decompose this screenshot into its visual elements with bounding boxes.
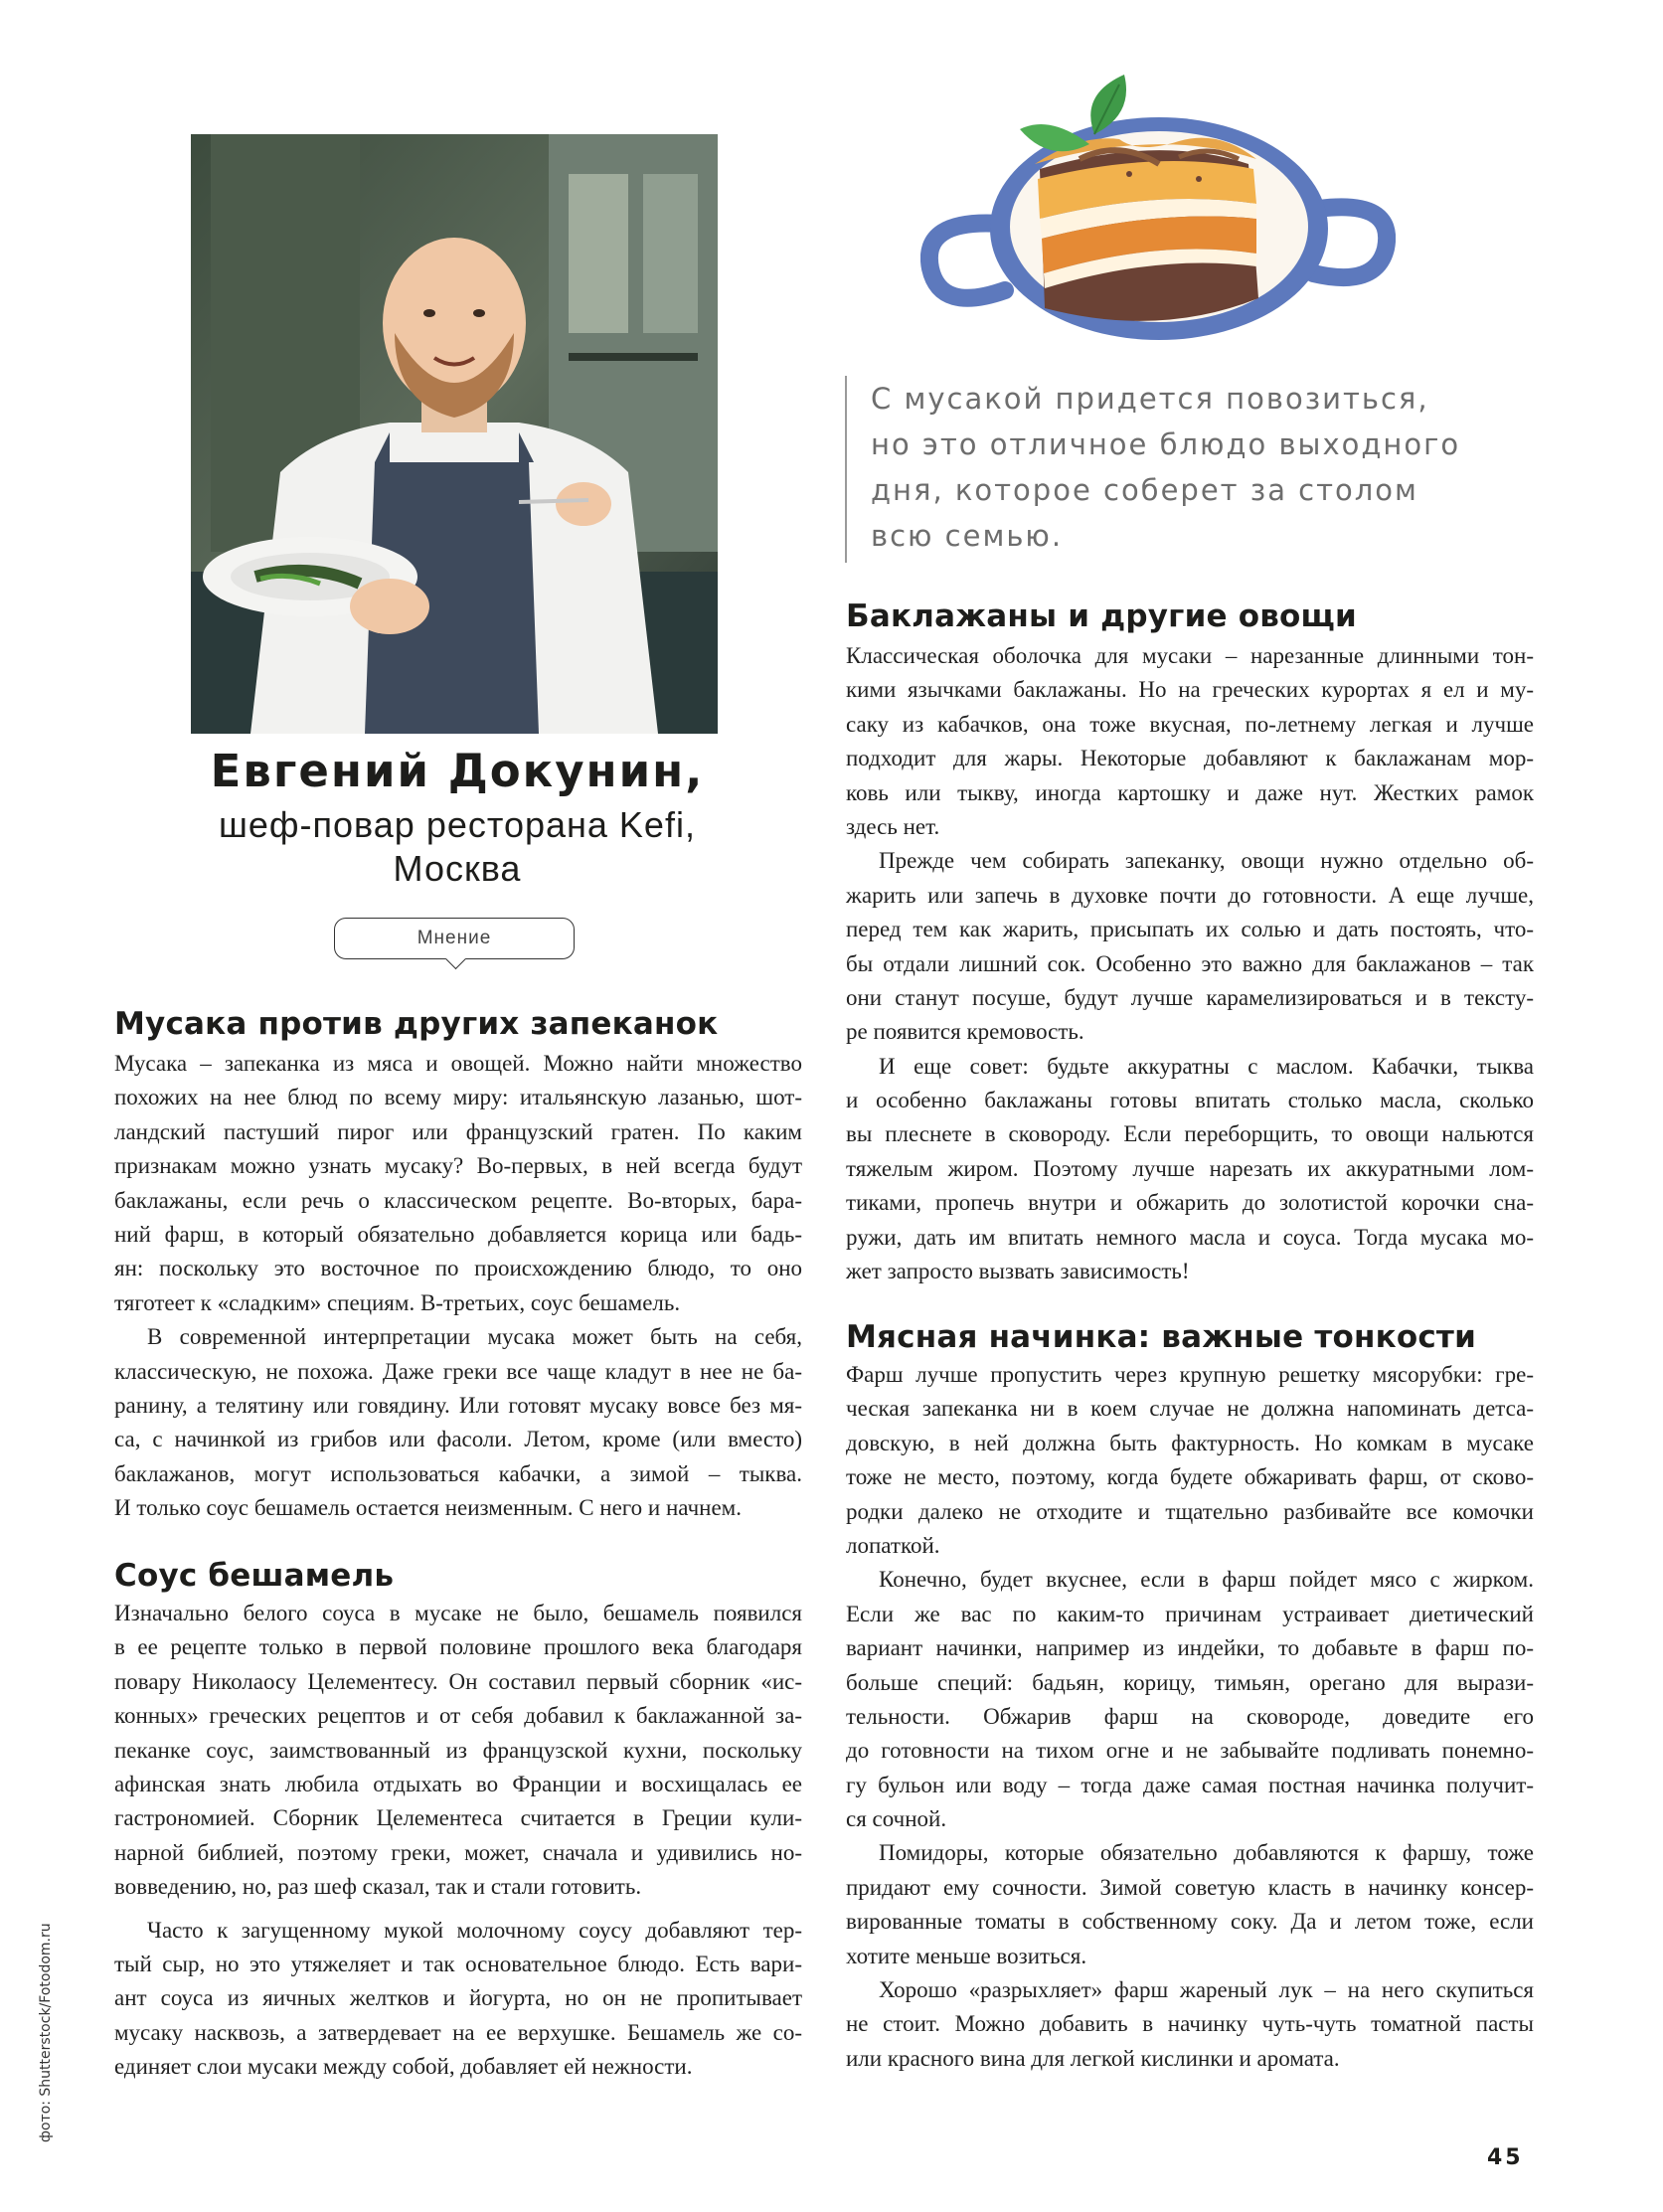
article-text-eggplants (846, 639, 1534, 1288)
text-line: мусаку насквозь, а затвердевает на ее верхушке. Бешамель же со- (114, 2019, 802, 2045)
text-line: перед тем как жарить, присыпать их солью и дать постоять, что- (846, 917, 1534, 942)
text-line: Часто к загущенному мукой молочному соусу добавляют тер- (147, 1917, 802, 1943)
quote-line: всю семью. (871, 519, 1064, 553)
text-line: И только соус бешамель остается неизменным. С него и начнем. (114, 1495, 742, 1521)
text-line: Изначально белого соуса в мусаке не было, бешамель появился (114, 1601, 802, 1625)
text-line: Прежде чем собирать запеканку, овощи нужно отдельно об- (879, 848, 1534, 874)
pull-quote (871, 376, 1467, 559)
text-line: и особенно баклажаны готовы впитать столько масла, сколько (846, 1088, 1534, 1113)
text-line: довскую, в ней должна быть фактурность. Но комкам в мусаке (846, 1430, 1534, 1455)
text-line: вариант начинки, например из индейки, то добавьте в фарш по- (846, 1635, 1534, 1661)
text-line: тяготеет к «сладким» специям. В-третьих, соус бешамель. (114, 1289, 681, 1315)
text-line: баклажанов, могут использоваться кабачки, а зимой – тыква. (114, 1460, 802, 1486)
text-line: ландский пастуший пирог или французский гратен. По каким (114, 1118, 802, 1144)
text-line: ружи, дать им впитать немного масла и соуса. Тогда мусака мо- (846, 1224, 1534, 1250)
text-line: конных» греческих рецептов и от себя добавил к баклажанной за- (114, 1703, 802, 1729)
text-line: или красного вина для легкой кислинки и аромата. (846, 2045, 1340, 2071)
text-line: тый сыр, но это утяжеляет и так основательное блюдо. Есть вари- (114, 1951, 802, 1976)
text-line: И еще совет: будьте аккуратны с маслом. Кабачки, тыква (879, 1053, 1534, 1079)
page-number: 45 (1487, 2145, 1524, 2170)
text-line: они станут посуше, будут лучше карамелизироваться и в тексту- (846, 984, 1534, 1010)
heading-bechamel: Соус бешамель (114, 1558, 395, 1594)
opinion-badge: Мнение (334, 918, 575, 959)
text-line: тиками, пропечь внутри и обжарить до золотистой корочки сна- (846, 1190, 1534, 1216)
text-line: жарить или запечь в духовке почти до готовности. А еще лучше, (846, 882, 1534, 908)
text-line: единяет слои мусаки между собой, добавляет ей нежности. (114, 2054, 693, 2080)
text-line: гу бульон или воду – тогда даже самая постная начинка получит- (846, 1772, 1534, 1797)
article-text-moussaka (114, 1047, 802, 1525)
text-line: тоже не место, поэтому, когда будете обжаривать фарш, от сково- (846, 1464, 1534, 1490)
text-line: лопаткой. (846, 1532, 940, 1558)
text-line: са, с начинкой из грибов или фасоли. Летом, кроме (или вместо) (114, 1427, 802, 1452)
text-line: жет запросто вызвать зависимость! (846, 1259, 1190, 1284)
text-line: повару Николаосу Целементесу. Он составил первый сборник «ис- (114, 1668, 802, 1694)
text-line: Хорошо «разрыхляет» фарш жареный лук – на него скупиться (879, 1977, 1534, 2003)
text-line: ранину, а телятину или говядину. Или готовят мусаку вовсе без мя- (114, 1392, 802, 1418)
heading-moussaka-vs-casseroles: Мусака против других запеканок (114, 1006, 719, 1042)
author-role-line: шеф-повар ресторана Kefi, (219, 804, 696, 845)
heading-eggplants: Баклажаны и другие овощи (846, 598, 1357, 634)
text-line: не стоит. Можно добавить в начинку чуть-чуть томатной пасты (846, 2011, 1534, 2037)
text-line: до готовности на тихом огне и не забывайте подливать понемно- (846, 1738, 1534, 1764)
quote-line: С мусакой придется повозиться, (871, 382, 1429, 416)
text-line: тяжелым жиром. Поэтому лучше нарезать их аккуратными лом- (846, 1155, 1534, 1181)
text-line: тельности. Обжарив фарш на сковороде, доведите его (846, 1703, 1534, 1729)
text-line: ре появится кремовость. (846, 1019, 1084, 1045)
author-role (129, 803, 785, 891)
article-text-meat (846, 1358, 1534, 2076)
text-line: Если же вас по каким-то причинам устраивает диетический (846, 1601, 1534, 1626)
text-line: подходит для жары. Некоторые добавляют к баклажанам мор- (846, 746, 1534, 771)
text-line: хотите меньше возиться. (846, 1943, 1087, 1968)
text-line: баклажаны, если речь о классическом рецепте. Во-вторых, бара- (114, 1187, 802, 1213)
text-line: ний фарш, в который обязательно добавляется корица или бадь- (114, 1221, 802, 1247)
author-name: Евгений Докунин, (210, 745, 705, 797)
text-line: вы плеснете в сковороду. Если переборщить, то овощи нальются (846, 1121, 1534, 1147)
text-line: больше специй: бадьян, корицу, тимьян, орегано для вырази- (846, 1669, 1534, 1695)
heading-meat-filling: Мясная начинка: важные тонкости (846, 1319, 1477, 1355)
text-line: классическую, не похожа. Даже греки все чаще кладут в нее не ба- (114, 1358, 802, 1384)
text-line: ческая запеканка ни в коем случае не должна напоминать детса- (846, 1396, 1534, 1422)
text-line: кими язычками баклажаны. Но на греческих курортах я ел и му- (846, 677, 1534, 703)
text-line: родки далеко не отходите и тщательно разбивайте все комочки (846, 1498, 1534, 1524)
text-line: придают ему сочности. Зимой советую класть в начинку консер- (846, 1874, 1534, 1900)
text-line: похожих на нее блюд по всему миру: итальянскую лазанью, шот- (114, 1085, 802, 1110)
text-line: нарной библией, поэтому греки, может, сначала и удивились но- (114, 1839, 802, 1865)
text-line: признакам можно узнать мусаку? Во-первых, в ней всегда будут (114, 1153, 802, 1179)
text-line: ковь или тыкву, иногда картошку и даже нут. Жестких рамок (846, 779, 1534, 805)
text-line: В современной интерпретации мусака может быть на себя, (147, 1324, 802, 1350)
text-line: Помидоры, которые обязательно добавляются к фаршу, тоже (879, 1840, 1534, 1866)
quote-bar (845, 376, 847, 563)
quote-line: но это отличное блюдо выходного (871, 427, 1461, 461)
text-line: пеканке соус, заимствованный из французской кухни, поскольку (114, 1737, 802, 1763)
text-line: здесь нет. (846, 813, 940, 839)
text-line: в ее рецепте только в первой половине прошлого века благодаря (114, 1634, 802, 1660)
text-line: Конечно, будет вкуснее, если в фарш пойдет мясо с жирком. (879, 1567, 1534, 1593)
text-line: афинская знать любила отдыхать во Франции и восхищалась ее (114, 1771, 802, 1796)
text-line: Классическая оболочка для мусаки – нарезанные длинными тон- (846, 643, 1534, 668)
text-line: гастрономией. Сборник Целементеса считается в Греции кули- (114, 1805, 802, 1831)
text-line: ант соуса из яичных желтков и йогурта, но он не пропитывает (114, 1985, 802, 2011)
text-line: ян: поскольку это восточное по происхождению блюдо, то оно (114, 1256, 802, 1281)
text-line: ся сочной. (846, 1806, 947, 1832)
text-line: бы отдали лишний сок. Особенно это важно для баклажанов – так (846, 950, 1534, 976)
photo-credit: фото: Shutterstock/Fotodom.ru (38, 1923, 54, 2142)
author-city: Москва (393, 848, 522, 889)
text-line: Мусака – запеканка из мяса и овощей. Можно найти множество (114, 1051, 802, 1076)
moussaka-bowl-illustration (920, 70, 1396, 380)
text-line: саку из кабачков, она тоже вкусная, по-летнему легкая и лучше (846, 711, 1534, 737)
text-line: вированные томаты в собственному соку. Да и летом тоже, если (846, 1909, 1534, 1935)
chef-photo (191, 134, 718, 734)
text-line: Фарш лучше пропустить через крупную решетку мясорубки: гре- (846, 1362, 1534, 1387)
quote-line: дня, которое соберет за столом (871, 473, 1418, 507)
article-text-bechamel (114, 1597, 802, 2084)
text-line: вовведению, но, раз шеф сказал, так и стали готовить. (114, 1874, 642, 1900)
